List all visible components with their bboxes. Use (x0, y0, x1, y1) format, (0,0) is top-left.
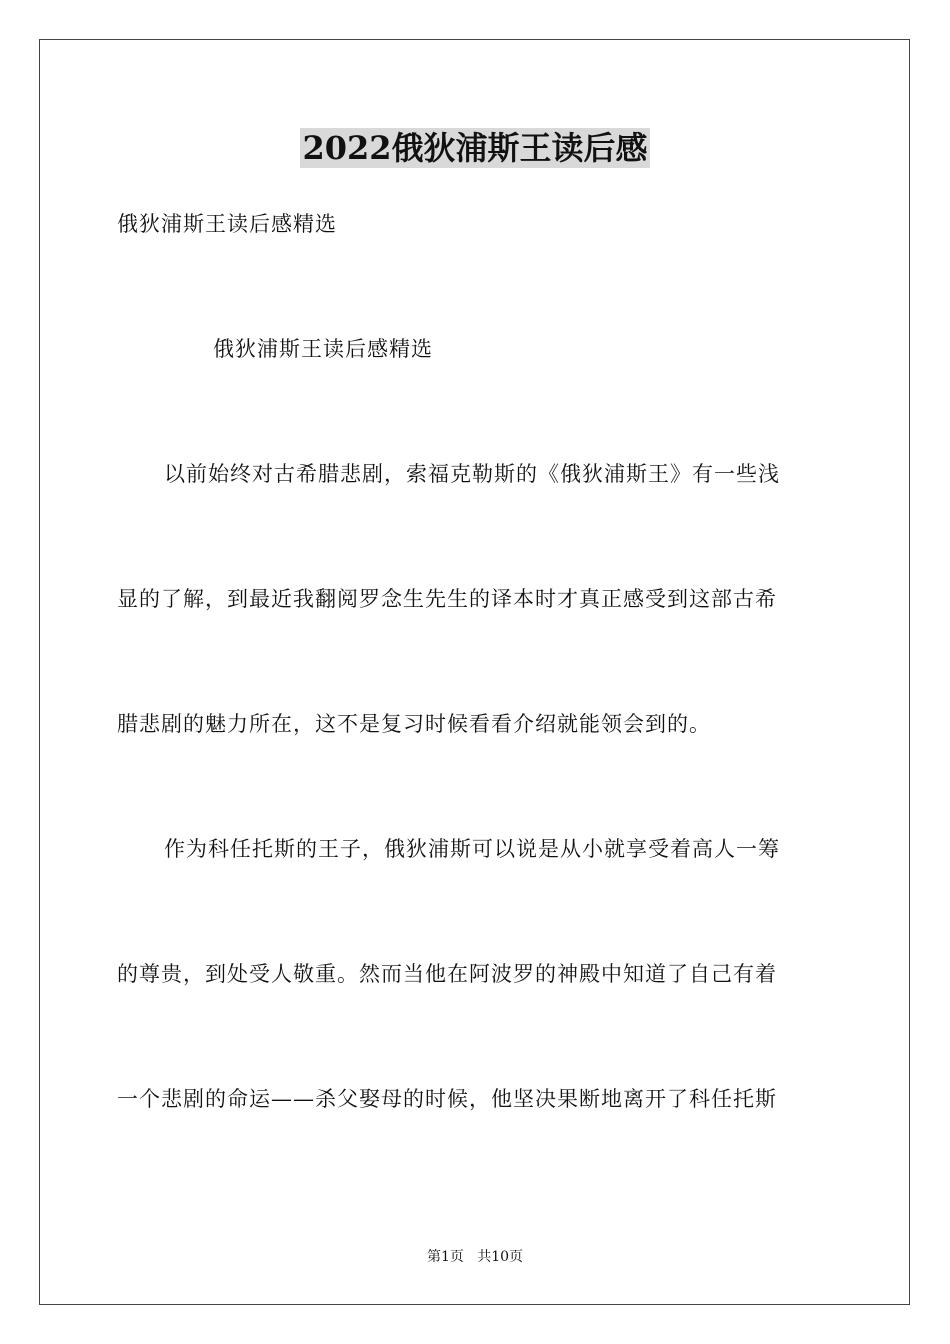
paragraph-line: 以前始终对古希腊悲剧，索福克勒斯的《俄狄浦斯王》有一些浅 (164, 462, 780, 486)
paragraph-line: 腊悲剧的魅力所在，这不是复习时候看看介绍就能领会到的。 (117, 712, 711, 736)
title-container (0, 128, 950, 168)
section-heading: 俄狄浦斯王读后感精选 (213, 337, 433, 361)
paragraph-line: 作为科任托斯的王子，俄狄浦斯可以说是从小就享受着高人一筹 (164, 837, 780, 861)
paragraph-line: 一个悲剧的命运——杀父娶母的时候，他坚决果断地离开了科任托斯 (117, 1087, 777, 1111)
document-subtitle: 俄狄浦斯王读后感精选 (117, 212, 337, 236)
document-title: 2022俄狄浦斯王读后感 (302, 129, 648, 167)
page-number-footer: 第1页 共10页 (426, 1249, 524, 1265)
paragraph-line: 的尊贵，到处受人敬重。然而当他在阿波罗的神殿中知道了自己有着 (117, 962, 777, 986)
paragraph-line: 显的了解，到最近我翻阅罗念生先生的译本时才真正感受到这部古希 (117, 587, 777, 611)
